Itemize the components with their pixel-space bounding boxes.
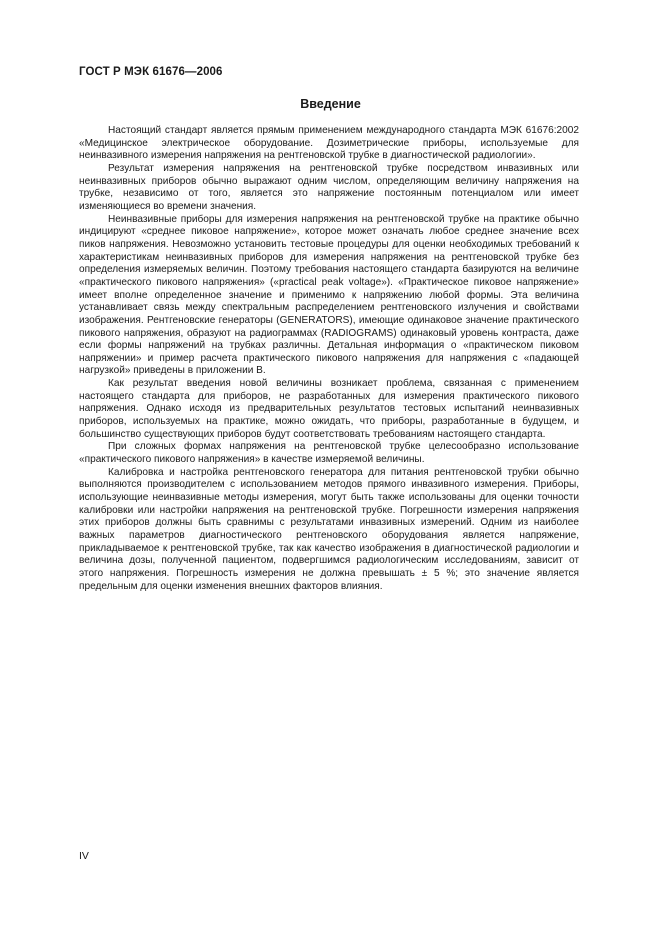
page-number: IV bbox=[79, 850, 89, 862]
paragraph: При сложных формах напряжения на рентгеновской трубке целесообразно использование «практического пикового напряжения» в качестве измеряемой величины. bbox=[79, 441, 579, 466]
body-text bbox=[79, 125, 579, 593]
paragraph: Результат измерения напряжения на рентгеновской трубке посредством инвазивных или неинвазивных приборов обычно выражают одним числом, определяющим величину напряжения на трубке, независимо от того, является это напряжение постоянным потенциалом или имеет изменяющиеся во времени значения. bbox=[79, 162, 579, 212]
paragraph: Калибровка и настройка рентгеновского генератора для питания рентгеновской трубки обычно выполняются производителем с использованием методов прямого инвазивного измерения. Приборы, использующие неинвазивные методы измерения, могут быть также использованы для оценки точности калибровки или настройки напряжения на рентгеновской трубке. Погрешности измерения напряжения этих приборов должны быть сравнимы с результатами инвазивных измерений. Одним из наиболее важных параметров диагностического рентгеновского оборудования является напряжение, прикладываемое к рентгеновской трубке, так как качество изображения в диагностической радиологии и величина дозы, полученной пациентом, подвергшимся радиологическим исследованиям, зависит от этого напряжения. Погрешность измерения не должна превышать ± 5 %; это значение является предельным для оценки изменения внешних факторов влияния. bbox=[79, 466, 579, 592]
paragraph: Как результат введения новой величины возникает проблема, связанная с применением настоящего стандарта для приборов, не разработанных для измерения практического пикового напряжения. Однако исходя из предварительных результатов тестовых испытаний неинвазивных приборов, используемых на практике, можно ожидать, что приборы, разработанные в будущем, и большинство существующих приборов будут соответствовать требованиям настоящего стандарта. bbox=[79, 378, 579, 440]
section-title: Введение bbox=[300, 97, 361, 111]
paragraph: Настоящий стандарт является прямым применением международного стандарта МЭК 61676:2002 «Медицинское электрическое оборудование. Дозиметрические приборы, используемые для неинвазивного измерения напряжения на рентгеновской трубке в диагностической радиологии». bbox=[79, 125, 579, 162]
paragraph: Неинвазивные приборы для измерения напряжения на рентгеновской трубке на практике обычно индицируют «среднее пиковое напряжение», которое может означать любое среднее значение всех пиков напряжения. Невозможно установить тестовые процедуры для оценки необходимых требований к характеристикам неинвазивных приборов для измерения напряжения на рентгеновской трубке без определения измеряемых величин. Поэтому требования настоящего стандарта базируются на величине «практического пикового напряжения» («practical peak voltage»). «Практическое пиковое напряжение» имеет вполне определенное значение и применимо к напряжению любой формы. Эта величина устанавливает связь между спектральным распределением рентгеновского излучения и свойствами изображения. Рентгеновские генераторы (GENERATORS), имеющие одинаковое значение практического пикового напряжения, образуют на радиограммах (RADIOGRAMS) одинаковый уровень контраста, даже если формы напряжений на трубках различны. Детальная информация о «практическом пиковом напряжении» и пример расчета практического пикового напряжения для напряжения с «падающей нагрузкой» приведены в приложении В. bbox=[79, 213, 579, 377]
document-header: ГОСТ Р МЭК 61676—2006 bbox=[79, 66, 223, 78]
